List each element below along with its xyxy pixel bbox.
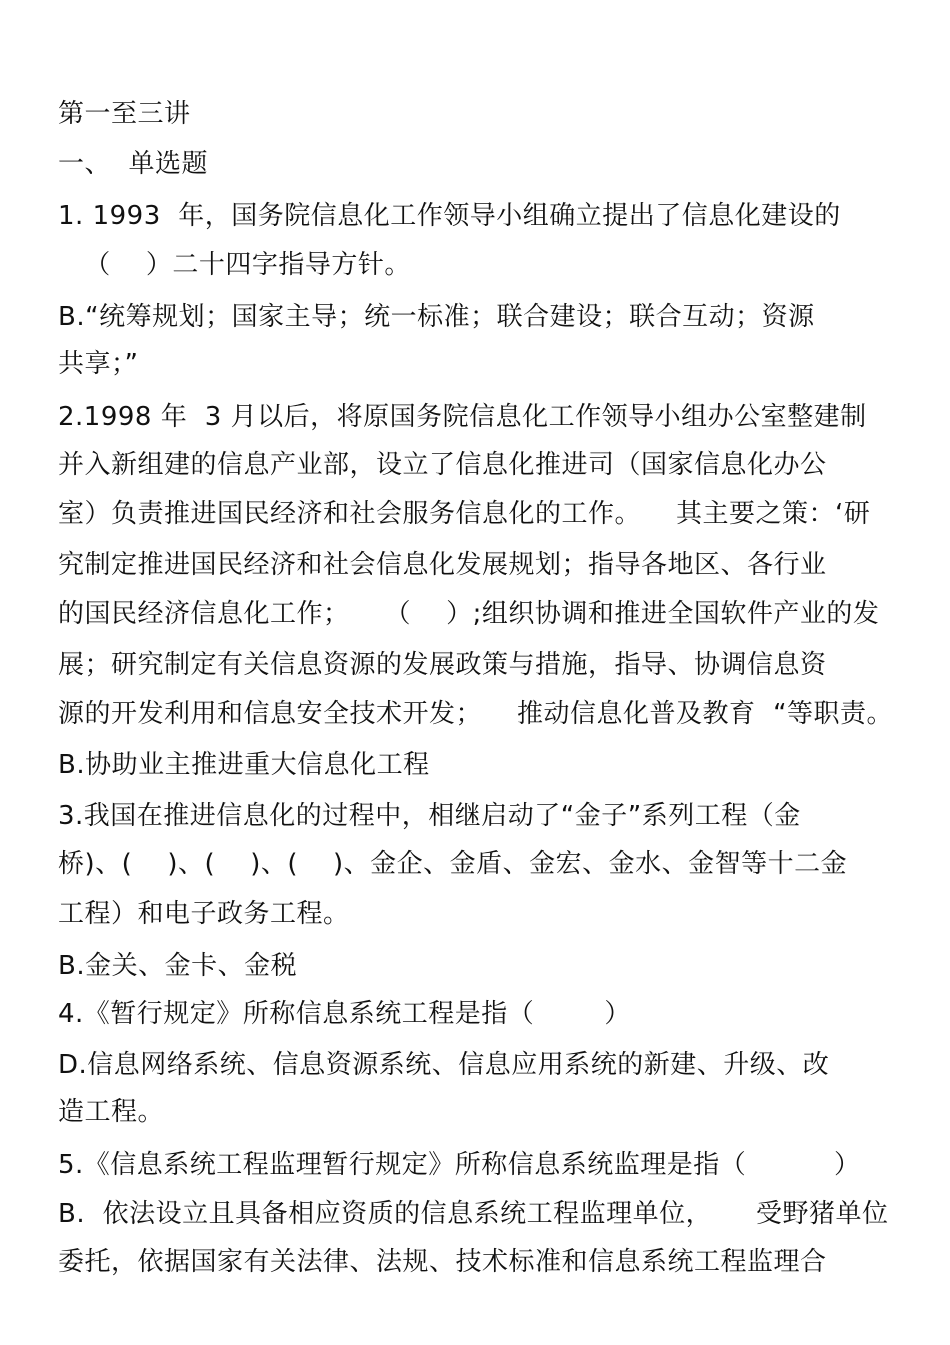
section-title: 第一至三讲 <box>58 99 191 129</box>
question-2-line-3: 室）负责推进国民经济和社会服务信息化的工作。 其主要之策：‘研 <box>58 499 871 529</box>
answer-4-line-1: D.信息网络系统、信息资源系统、信息应用系统的新建、升级、改 <box>58 1050 830 1080</box>
section-heading: 一、 单选题 <box>58 149 209 179</box>
question-2-line-5: 的国民经济信息化工作； （ ）;组织协调和推进全国软件产业的发 <box>58 599 880 629</box>
question-5-line-1: 5.《信息系统工程监理暂行规定》所称信息系统监理是指（ ） <box>58 1150 861 1180</box>
answer-5-line-1: B. 依法设立且具备相应资质的信息系统工程监理单位， 受野猪单位 <box>58 1199 889 1229</box>
answer-3-line-1: B.金关、金卡、金税 <box>58 951 298 981</box>
question-4-line-1: 4.《暂行规定》所称信息系统工程是指（ ） <box>58 999 631 1029</box>
question-2-line-2: 并入新组建的信息产业部，设立了信息化推进司（国家信息化办公 <box>58 450 827 480</box>
answer-1-line-1: B.“统筹规划；国家主导；统一标准；联合建设；联合互动；资源 <box>58 302 815 332</box>
answer-5-line-2: 委托，依据国家有关法律、法规、技术标准和信息系统工程监理合 <box>58 1247 827 1277</box>
question-1-line-1: 1. 1993 年，国务院信息化工作领导小组确立提出了信息化建设的 <box>58 201 841 231</box>
question-2-line-6: 展；研究制定有关信息资源的发展政策与措施，指导、协调信息资 <box>58 650 827 680</box>
answer-2-line-1: B.协助业主推进重大信息化工程 <box>58 750 430 780</box>
question-2-line-7: 源的开发利用和信息安全技术开发； 推动信息化普及教育 “等职责。 <box>58 699 894 729</box>
question-2-line-4: 究制定推进国民经济和社会信息化发展规划；指导各地区、各行业 <box>58 550 827 580</box>
answer-4-line-2: 造工程。 <box>58 1097 165 1127</box>
question-1-line-2: （ ）二十四字指导方针。 <box>58 250 411 280</box>
answer-1-line-2: 共享；” <box>58 349 139 379</box>
question-3-line-3: 工程）和电子政务工程。 <box>58 899 350 929</box>
question-2-line-1: 2.1998 年 3 月以后，将原国务院信息化工作领导小组办公室整建制 <box>58 402 867 432</box>
question-3-line-2: 桥)、( )、( )、( )、金企、金盾、金宏、金水、金智等十二金 <box>58 849 848 879</box>
question-3-line-1: 3.我国在推进信息化的过程中，相继启动了“金子”系列工程（金 <box>58 801 801 831</box>
